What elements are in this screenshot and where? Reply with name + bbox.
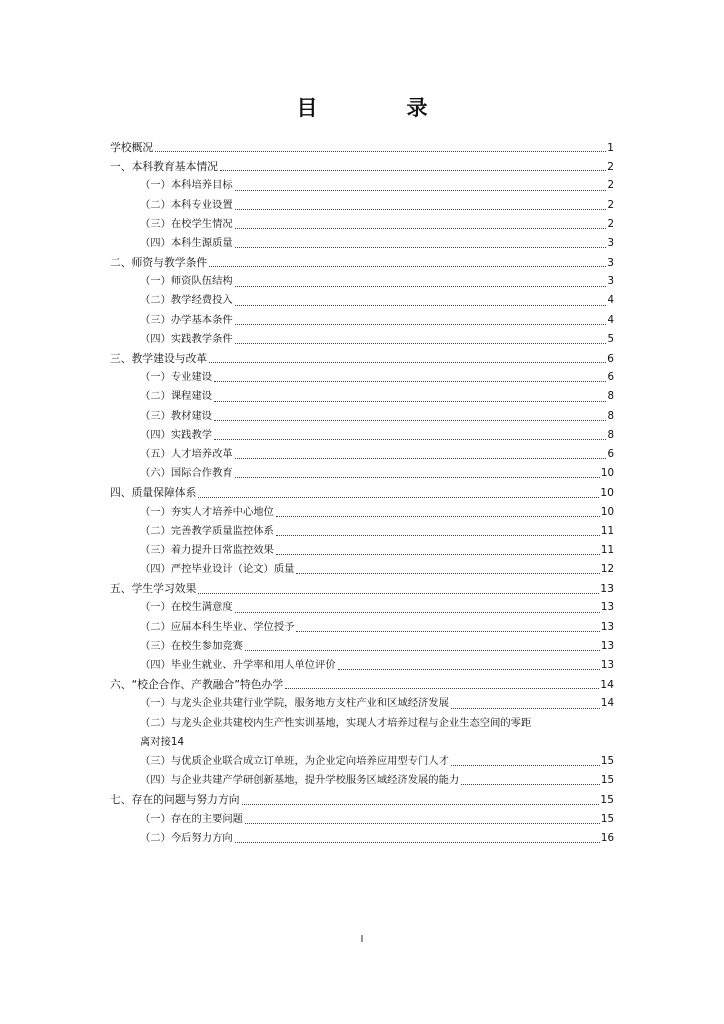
toc-entry-text: （四）实践教学条件 [140, 332, 233, 345]
toc-page-number: 15 [600, 793, 614, 807]
toc-entry-text: （三）教材建设 [140, 409, 213, 422]
toc-title: 目 录 [296, 96, 462, 120]
toc-chapter-entry[interactable] [110, 138, 614, 157]
toc-section-entry[interactable] [110, 292, 614, 311]
toc-entry-text: 一、本科教育基本情况 [110, 160, 218, 174]
toc-entry-text: （二）应届本科生毕业、学位授予 [140, 620, 295, 633]
dot-leader [198, 496, 599, 498]
toc-page-number: 5 [607, 332, 614, 345]
toc-page-number: 3 [607, 275, 614, 288]
dot-leader [209, 361, 606, 363]
dot-leader [220, 169, 606, 171]
dot-leader [338, 668, 600, 670]
toc-chapter-entry[interactable] [110, 349, 614, 368]
toc-page-number: 1 [607, 140, 614, 154]
toc-entry-text: （二）教学经费投入 [140, 294, 233, 307]
dot-leader [235, 342, 607, 344]
toc-section-entry[interactable] [110, 656, 614, 675]
toc-chapter-entry[interactable] [110, 675, 614, 694]
dot-leader [245, 822, 600, 824]
toc-entry-text: （四）与企业共建产学研创新基地，提升学校服务区域经济发展的能力 [140, 774, 460, 787]
dot-leader [209, 265, 606, 267]
toc-page-number: 14 [600, 678, 614, 692]
table-of-contents [110, 138, 614, 848]
dot-leader [242, 803, 600, 805]
toc-section-entry[interactable] [110, 407, 614, 426]
toc-section-entry[interactable] [110, 234, 614, 253]
toc-section-entry[interactable] [110, 771, 614, 790]
toc-section-entry[interactable] [110, 829, 614, 848]
toc-entry-text: 七、存在的问题与努力方向 [110, 793, 240, 807]
dot-leader [451, 764, 600, 766]
dot-leader [235, 323, 607, 325]
toc-entry-text: （三）办学基本条件 [140, 313, 233, 326]
toc-page-number: 6 [607, 352, 614, 366]
dot-leader [296, 572, 599, 574]
toc-chapter-entry[interactable] [110, 790, 614, 809]
toc-entry-text: （一）本科培养目标 [140, 179, 233, 192]
toc-entry-text: （一）在校生满意度 [140, 601, 233, 614]
toc-entry-text: （三）与优质企业联合成立订单班，为企业定向培养应用型专门人才 [140, 754, 449, 767]
toc-page-number: 3 [607, 236, 614, 249]
toc-section-entry[interactable] [110, 426, 614, 445]
toc-section-entry[interactable] [110, 637, 614, 656]
toc-page-number: 12 [600, 563, 614, 576]
toc-page-number: 14 [600, 697, 614, 710]
dot-leader [285, 687, 599, 689]
toc-page-number: 16 [600, 831, 614, 844]
toc-entry-text: （一）师资队伍结构 [140, 275, 233, 288]
toc-chapter-entry[interactable] [110, 253, 614, 272]
toc-page-number: 10 [600, 467, 614, 480]
toc-entry-text: （一）与龙头企业共建行业学院，服务地方支柱产业和区域经济发展 [140, 697, 449, 710]
toc-page-number: 3 [607, 256, 614, 270]
dot-leader [235, 285, 607, 287]
toc-section-entry[interactable] [110, 560, 614, 579]
toc-page-number: 2 [607, 179, 614, 192]
dot-leader [155, 150, 606, 152]
dot-leader [276, 515, 600, 517]
dot-leader [235, 208, 607, 210]
toc-page-number: 10 [600, 505, 614, 518]
toc-chapter-entry[interactable] [110, 579, 614, 598]
toc-entry-text: （三）在校学生情况 [140, 217, 233, 230]
toc-entry-text: 五、学生学习效果 [110, 582, 197, 596]
toc-page-number: 8 [607, 409, 614, 422]
dot-leader [235, 841, 600, 843]
toc-section-entry[interactable] [110, 503, 614, 522]
toc-page-number: 13 [600, 582, 614, 596]
toc-section-entry[interactable] [110, 522, 614, 541]
toc-entry-text: 六、“校企合作、产教融合”特色办学 [110, 678, 284, 692]
dot-leader [461, 783, 600, 785]
toc-section-entry[interactable] [110, 311, 614, 330]
toc-section-entry[interactable] [110, 196, 614, 215]
toc-entry-text: 二、师资与教学条件 [110, 256, 208, 270]
dot-leader [214, 380, 606, 382]
dot-leader [235, 227, 607, 229]
toc-section-entry[interactable] [110, 541, 614, 560]
toc-section-entry[interactable] [110, 330, 614, 349]
toc-entry-text: （一）夯实人才培养中心地位 [140, 505, 274, 518]
toc-entry-text: （四）实践教学 [140, 428, 213, 441]
toc-section-entry[interactable] [110, 618, 614, 637]
dot-leader [235, 457, 607, 459]
dot-leader [198, 592, 599, 594]
toc-section-entry[interactable] [110, 215, 614, 234]
toc-chapter-entry[interactable] [110, 483, 614, 502]
dot-leader [214, 438, 606, 440]
toc-section-entry[interactable] [110, 694, 614, 713]
toc-page-number: 6 [607, 447, 614, 460]
toc-page-number: 11 [600, 543, 614, 556]
toc-page-number: 2 [607, 217, 614, 230]
toc-page-number: 15 [600, 812, 614, 825]
toc-entry-text: （二）与龙头企业共建校内生产性实训基地，实现人才培养过程与企业生态空间的零距 [140, 716, 532, 729]
toc-section-entry[interactable] [110, 272, 614, 291]
toc-entry-text: （六）国际合作教育 [140, 467, 233, 480]
toc-page-number: 13 [600, 601, 614, 614]
toc-page-number: 4 [607, 313, 614, 326]
toc-page-number: 13 [600, 620, 614, 633]
toc-section-entry[interactable] [110, 368, 614, 387]
toc-section-entry[interactable] [110, 464, 614, 483]
toc-page-number: 6 [607, 371, 614, 384]
toc-entry-text: （五）人才培养改革 [140, 447, 233, 460]
toc-page-number: 14 [170, 735, 184, 748]
dot-leader [296, 630, 599, 632]
toc-section-entry[interactable] [110, 176, 614, 195]
toc-entry-text: （三）在校生参加竞赛 [140, 639, 243, 652]
dot-leader [451, 707, 600, 709]
toc-entry-text-continued: 离对接 [140, 735, 171, 748]
toc-page-number: 13 [600, 659, 614, 672]
toc-page-number: 8 [607, 390, 614, 403]
toc-entry-text: 四、质量保障体系 [110, 486, 197, 500]
toc-entry-text: （四）严控毕业设计（论文）质量 [140, 563, 295, 576]
toc-section-entry[interactable] [110, 387, 614, 406]
toc-entry-text: （三）着力提升日常监控效果 [140, 543, 274, 556]
dot-leader [245, 649, 600, 651]
dot-leader [235, 246, 607, 248]
toc-page-number: 15 [600, 774, 614, 787]
dot-leader [235, 476, 600, 478]
toc-entry-text: 三、教学建设与改革 [110, 352, 208, 366]
toc-entry-text: 学校概况 [110, 140, 154, 154]
toc-section-entry[interactable] [110, 599, 614, 618]
toc-page-number: 8 [607, 428, 614, 441]
toc-entry-text: （二）完善教学质量监控体系 [140, 524, 274, 537]
dot-leader [276, 553, 600, 555]
toc-section-entry[interactable] [110, 752, 614, 771]
toc-page-number: 4 [607, 294, 614, 307]
toc-page-number: 2 [607, 160, 614, 174]
toc-entry-continuation [140, 733, 614, 752]
dot-leader [214, 400, 606, 402]
dot-leader [235, 189, 607, 191]
toc-chapter-entry[interactable] [110, 157, 614, 176]
toc-entry-text: （二）本科专业设置 [140, 198, 233, 211]
toc-entry-text: （二）今后努力方向 [140, 831, 233, 844]
toc-entry-text: （一）专业建设 [140, 371, 213, 384]
toc-page-number: 11 [600, 524, 614, 537]
toc-page-number: 10 [600, 486, 614, 500]
toc-page-number: 15 [600, 754, 614, 767]
toc-entry-text: （四）本科生源质量 [140, 236, 233, 249]
toc-entry-text: （二）课程建设 [140, 390, 213, 403]
page-number: I [360, 934, 364, 945]
dot-leader [235, 611, 600, 613]
dot-leader [276, 534, 600, 536]
toc-section-entry[interactable] [110, 445, 614, 464]
toc-entry[interactable] [110, 714, 614, 752]
toc-page-number: 13 [600, 639, 614, 652]
toc-page-number: 2 [607, 198, 614, 211]
dot-leader [214, 419, 606, 421]
toc-entry-text: （四）毕业生就业、升学率和用人单位评价 [140, 659, 336, 672]
toc-section-entry[interactable] [110, 810, 614, 829]
toc-entry-text: （一）存在的主要问题 [140, 812, 243, 825]
dot-leader [235, 304, 607, 306]
